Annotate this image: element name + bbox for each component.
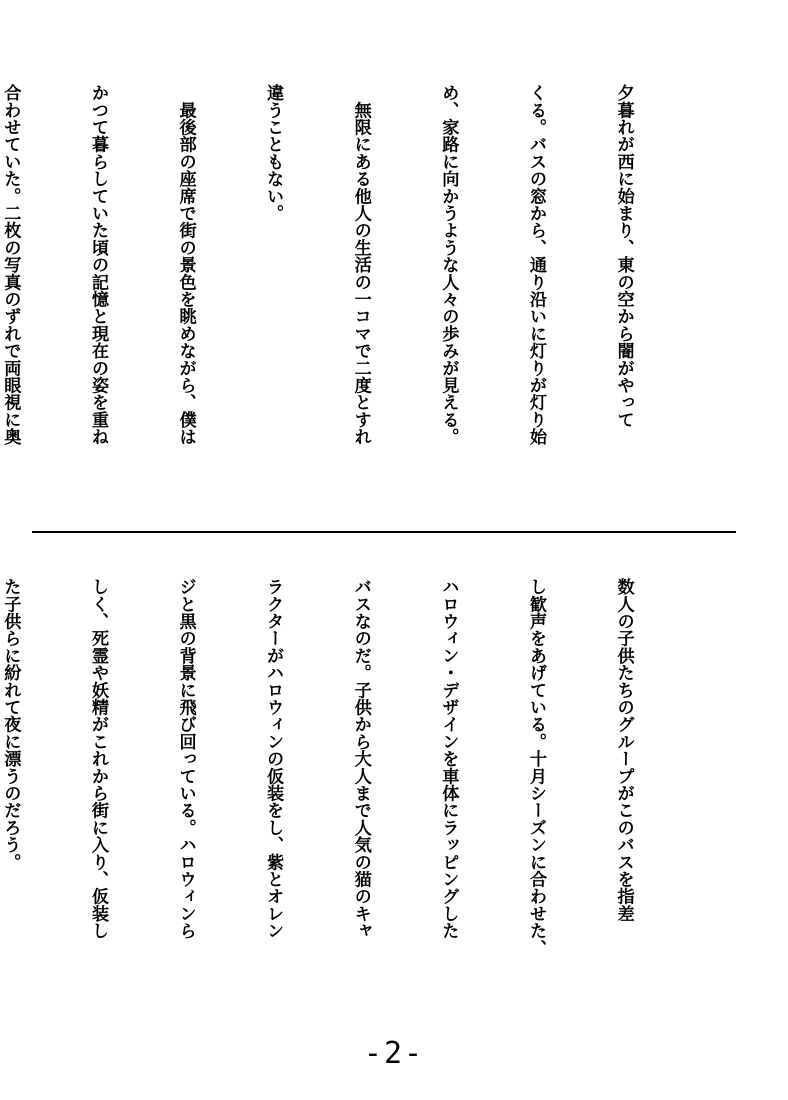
lower-text-block: [0, 578, 696, 998]
text-line: 数人の子供たちのグループがこのバスを指差: [613, 578, 634, 922]
text-line: ジと黒の背景に飛び回っている。ハロウィンら: [175, 578, 196, 940]
text-line: 合わせていた。二枚の写真のずれで両眼視に奥: [0, 84, 21, 446]
text-line: し歓声をあげている。十月シーズンに合わせた、: [525, 578, 546, 957]
text-line: め、家路に向かうような人々の歩みが見える。: [438, 84, 459, 446]
text-line: かつて暮らしていた頃の記憶と現在の姿を重ね: [87, 84, 108, 446]
text-line: 違うこともない。: [263, 84, 284, 222]
text-line: ハロウィン・デザインを車体にラッピングした: [438, 578, 459, 940]
upper-text-block: [0, 84, 696, 514]
text-line: ラクターがハロウィンの仮装をし、紫とオレン: [263, 578, 284, 940]
text-line: くる。バスの窓から、通り沿いに灯りが灯り始: [525, 84, 546, 446]
page-number: -2-: [363, 1036, 425, 1071]
text-line: しく、死霊や妖精がこれから街に入り、仮装し: [87, 578, 108, 940]
text-line: バスなのだ。子供から大人まで人気の猫のキャ: [350, 578, 371, 940]
text-line: 最後部の座席で街の景色を眺めながら、僕は: [175, 84, 196, 446]
text-line: 夕暮れが西に始まり、東の空から闇がやって: [613, 84, 634, 428]
section-divider: [32, 531, 736, 533]
text-line: 無限にある他人の生活の一コマで二度とすれ: [350, 84, 371, 446]
text-line: た子供らに紛れて夜に漂うのだろう。: [0, 578, 21, 871]
